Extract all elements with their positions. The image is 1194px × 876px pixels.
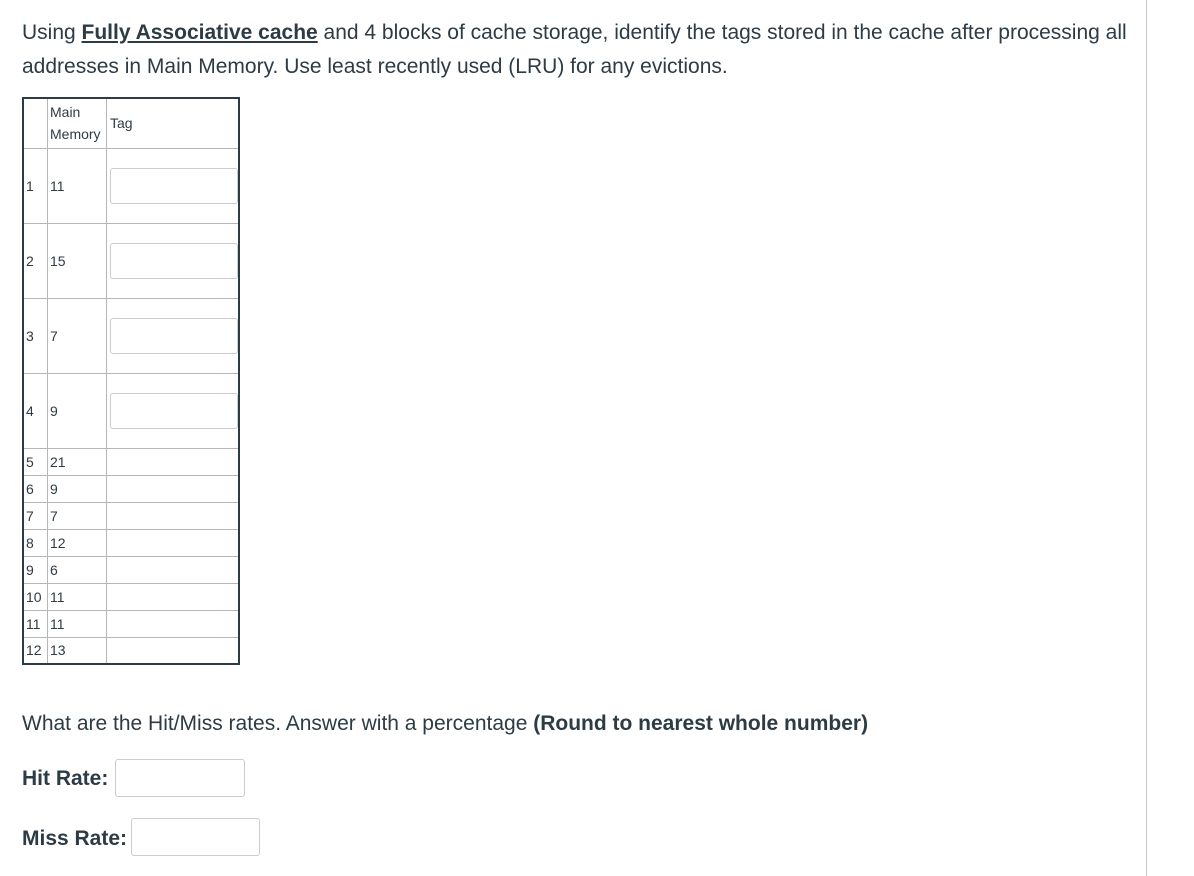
row-address: 13	[48, 637, 107, 664]
table-header-row	[23, 98, 239, 148]
table-row	[23, 148, 239, 223]
tag-input-1[interactable]	[110, 168, 238, 204]
row-index: 1	[23, 148, 48, 223]
header-index-cell	[23, 98, 48, 148]
row-address: 11	[48, 610, 107, 637]
tag-cell	[107, 448, 240, 475]
miss-rate-label: Miss Rate:	[22, 827, 128, 850]
row-index: 2	[23, 223, 48, 298]
hit-rate-input[interactable]	[115, 759, 245, 797]
tag-cell	[107, 373, 240, 448]
tag-cell	[107, 475, 240, 502]
header-main-memory: Main Memory	[48, 98, 107, 148]
row-address: 6	[48, 556, 107, 583]
rounding-instruction: (Round to nearest whole number)	[533, 712, 869, 735]
row-index: 3	[23, 298, 48, 373]
tag-input-3[interactable]	[110, 318, 238, 354]
row-index: 11	[23, 610, 48, 637]
tag-cell	[107, 298, 240, 373]
row-index: 9	[23, 556, 48, 583]
tag-cell	[107, 583, 240, 610]
miss-rate-input[interactable]	[131, 818, 260, 856]
table-row	[23, 583, 239, 610]
row-address: 7	[48, 502, 107, 529]
row-address: 11	[48, 148, 107, 223]
row-address: 7	[48, 298, 107, 373]
table-row	[23, 448, 239, 475]
table-row	[23, 475, 239, 502]
tag-cell	[107, 223, 240, 298]
main-memory-table	[22, 97, 240, 665]
row-address: 11	[48, 583, 107, 610]
row-index: 8	[23, 529, 48, 556]
table-row	[23, 223, 239, 298]
table-row	[23, 502, 239, 529]
question-text: Using Fully Associative cache and 4 blocks of cache storage, identify the tags stored in the cache after processing all addresses in Main Memory. Use least recently used (LRU) for any evictions.	[22, 21, 1127, 78]
hit-rate-label: Hit Rate:	[22, 767, 109, 790]
tag-cell	[107, 529, 240, 556]
row-address: 21	[48, 448, 107, 475]
tag-input-2[interactable]	[110, 243, 238, 279]
row-index: 5	[23, 448, 48, 475]
table-row	[23, 610, 239, 637]
table-row	[23, 373, 239, 448]
row-address: 12	[48, 529, 107, 556]
header-tag: Tag	[107, 98, 240, 148]
tag-cell	[107, 637, 240, 664]
row-index: 10	[23, 583, 48, 610]
table-row	[23, 529, 239, 556]
row-address: 15	[48, 223, 107, 298]
cache-type-emphasis: Fully Associative cache	[81, 21, 318, 44]
table-row	[23, 637, 239, 664]
row-address: 9	[48, 475, 107, 502]
tag-input-4[interactable]	[110, 393, 238, 429]
table-row	[23, 556, 239, 583]
row-index: 6	[23, 475, 48, 502]
row-index: 12	[23, 637, 48, 664]
tag-cell	[107, 502, 240, 529]
table-row	[23, 298, 239, 373]
hit-miss-prompt: What are the Hit/Miss rates. Answer with a percentage (Round to nearest whole number)	[22, 712, 869, 735]
tag-cell	[107, 148, 240, 223]
row-address: 9	[48, 373, 107, 448]
content-right-border	[1146, 0, 1147, 876]
row-index: 4	[23, 373, 48, 448]
row-index: 7	[23, 502, 48, 529]
tag-cell	[107, 610, 240, 637]
tag-cell	[107, 556, 240, 583]
